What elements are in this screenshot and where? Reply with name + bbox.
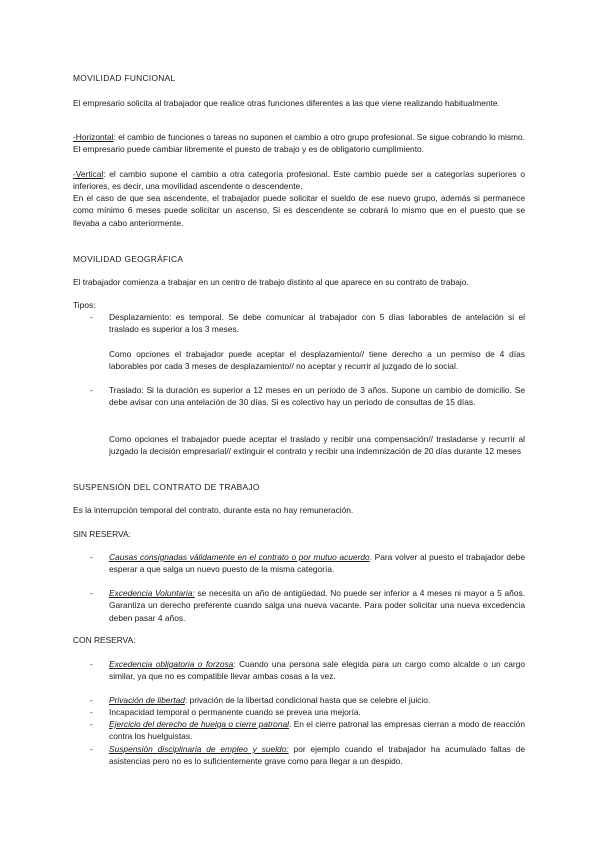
bullet: -: [90, 707, 93, 717]
list-item-traslado: [90, 384, 525, 409]
privacion-libertad-text: : privación de la libertad condicional hasta que se celebre el juicio.: [184, 695, 431, 705]
bullet: -: [90, 385, 93, 395]
list-item-text: Traslado: Si la duración es superior a 12 meses en un periodo de 3 años. Supone un cambio de domicilio. Se debe avisar con una antelación de 30 días. Si es colectivo hay un periodo de consultas de 15 días.: [109, 385, 525, 408]
bullet: -: [90, 552, 93, 562]
bullet: -: [90, 719, 93, 729]
excedencia-obligatoria-text: : Cuando una persona sale elegida para un cargo como alcalde o un cargo similar, ya que no es compatible llevar ambas cosas a la vez.: [109, 659, 526, 682]
privacion-libertad-label: Privación de libertad: [109, 695, 185, 705]
movilidad-geografica-intro: El trabajador comienza a trabajar en un centro de trabajo distinto al que aparece en su contrato de trabajo.: [73, 277, 469, 287]
list-item-huelga: [90, 718, 525, 743]
movilidad-funcional-intro: El empresario solicita al trabajador que realice otras funciones diferentes a las que viene realizando habitualmente.: [73, 98, 500, 108]
causas-text: . Para volver al puesto el trabajador debe esperar a que salga un nuevo puesto de la misma categoría.: [109, 552, 525, 575]
list-item-desplazamiento: [90, 311, 525, 336]
section-title-suspension: SUSPENSIÓN DEL CONTRATO DE TRABAJO: [73, 482, 260, 492]
section-title-movilidad-funcional: MOVILIDAD FUNCIONAL: [73, 73, 176, 83]
vertical-text: : el cambio supone el cambio a otra categoría profesional. Este cambio puede ser a categorías superiores o inferiores, es decir, una movilidad ascendente o descendente.: [73, 169, 525, 192]
excedencia-voluntaria-text: se necesita un año de antigüedad. No puede ser inferior a 4 meses ni mayor a 5 años. Garantiza un derecho preferente cuando salga una nueva vacante. Para poder solicitar una nueva excedencia deben pasar 4 años.: [109, 588, 525, 623]
excedencia-obligatoria-label: Excedencia obligatoria o forzosa: [109, 659, 234, 669]
excedencia-voluntaria-label: Excedencia Voluntaria:: [109, 588, 195, 598]
desplazamiento-options: Como opciones el trabajador puede aceptar el desplazamiento// tiene derecho a un permiso de 4 días laborables por cada 3 meses de desplazamiento// no aceptar y recurrir al juzgado de lo social.: [109, 349, 525, 372]
horizontal-label: -Horizontal: [73, 132, 114, 142]
huelga-label: Ejercicio del derecho de huelga o cierre patronal: [109, 719, 289, 729]
list-item-text: Desplazamiento: es temporal. Se debe comunicar al trabajador con 5 días laborables de antelación si el traslado es superior a los 3 meses.: [109, 312, 525, 335]
section-title-movilidad-geografica: MOVILIDAD GEOGRÁFICA: [73, 254, 184, 264]
bullet: -: [90, 744, 93, 754]
traslado-options: Como opciones el trabajador puede aceptar el traslado y recibir una compensación// trasladarse y recurrir al juzgado la decisión empresarial// extinguir el contrato y recibir una indemnización de 20 días durante 12 meses: [109, 434, 525, 457]
horizontal-paragraph: [73, 131, 525, 156]
bullet: -: [90, 695, 93, 705]
causas-label: Causas consignadas válidamente en el contrato o por mutuo acuerdo: [109, 552, 370, 562]
suspension-intro: Es la interrupción temporal del contrato, durante esta no hay remuneración.: [73, 505, 354, 515]
vertical-paragraph: [73, 168, 525, 193]
bullet: -: [90, 659, 93, 669]
sin-reserva-label: SIN RESERVA:: [73, 529, 131, 539]
suspension-disciplinaria-label: Suspensión disciplinaria de empleo y sueldo:: [109, 744, 289, 754]
list-item-causas-consignadas: [90, 551, 525, 576]
bullet: -: [90, 588, 93, 598]
list-item-suspension-disciplinaria: [90, 743, 525, 768]
list-item-excedencia-obligatoria: [90, 658, 525, 683]
tipos-label: Tipos:: [73, 300, 96, 310]
list-item-privacion-libertad: [90, 694, 525, 706]
list-item-excedencia-voluntaria: [90, 587, 525, 624]
vertical-label: -Vertical: [73, 169, 104, 179]
vertical-paragraph-2: En el caso de que sea ascendente, el trabajador puede solicitar el sueldo de ese nuevo grupo, además si permanece como mínimo 6 meses puede solicitar un ascenso, Si es descendente se cobrará lo mismo que en el puesto que se llevaba a cabo anteriormente.: [73, 193, 525, 228]
list-item-incapacidad: [90, 706, 525, 718]
huelga-text: . En el cierre patronal las empresas cierran a modo de reacción contra los huelguistas.: [109, 719, 525, 742]
incapacidad-text: Incapacidad temporal o permanente cuando se prevea una mejoría.: [109, 707, 361, 717]
suspension-disciplinaria-text: por ejemplo cuando el trabajador ha acumulado faltas de asistencias pero no es lo suficientemente grave como para llegar a un despido.: [109, 744, 526, 767]
horizontal-text: : el cambio de funciones o tareas no suponen el cambio a otro grupo profesional. Se sigue cobrando lo mismo. El empresario puede cambiar libremente el puesto de trabajo y es de obligatorio cumplimiento.: [73, 132, 525, 155]
con-reserva-label: CON RESERVA:: [73, 635, 136, 645]
bullet: -: [90, 312, 93, 322]
